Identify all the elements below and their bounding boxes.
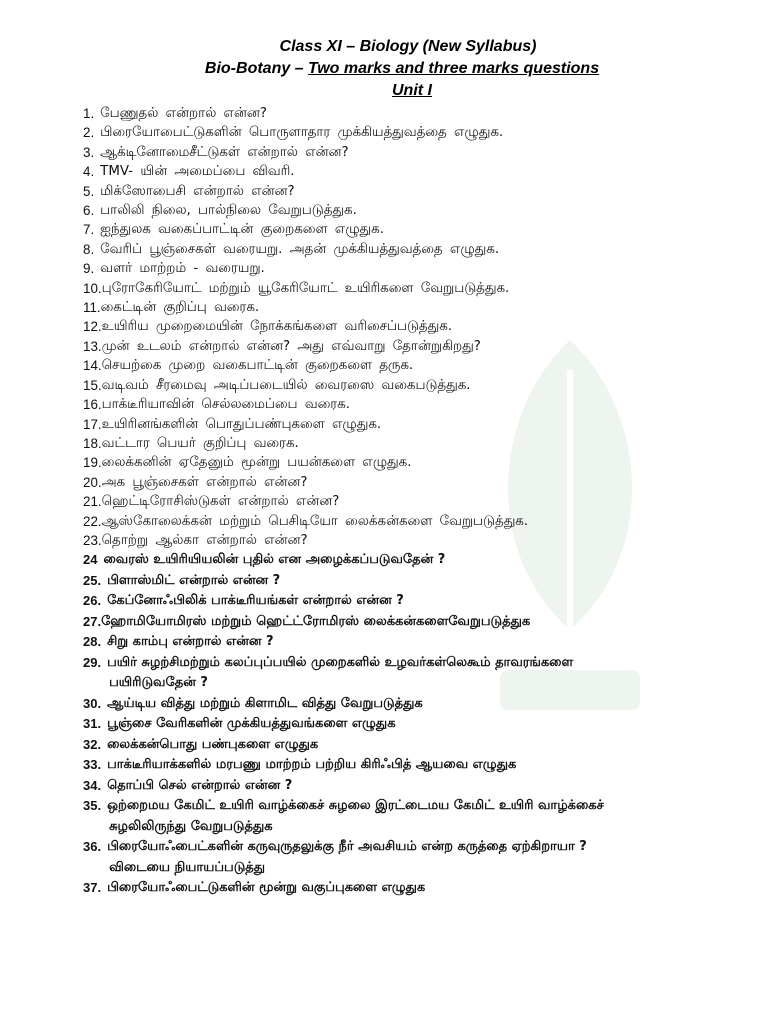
question-text: பாலிலி நிலை, பால்நிலை வேறுபடுத்துக. [100,203,357,219]
question-number: 35. [83,798,102,814]
question-number: 30. [83,695,102,711]
question-text: உயிரிய முறைமையின் நோக்கங்களை வரிசைப்படுத்துக. [101,319,453,335]
question-item [83,220,733,239]
question-item [83,317,733,336]
question-item [83,162,733,181]
question-item [83,878,733,899]
question-item [83,298,733,317]
question-text: உயிரினங்களின் பொதுப்பண்புகளை எழுதுக. [101,416,382,432]
question-item [83,796,733,837]
question-item [83,123,733,142]
question-item [83,653,733,694]
question-text: வடிவம் சீரமைவு அடிப்படையில் வைரஸை வகைபடுத்துக. [101,377,471,393]
question-text: சிறு காம்பு என்றால் என்ன ? [107,634,274,650]
question-item [83,755,733,776]
question-item [83,240,733,259]
question-item [83,259,733,278]
question-item [83,473,733,492]
question-number: 3. [83,144,95,160]
question-item [83,201,733,220]
document-header [0,36,768,102]
question-continuation: பயிரிடுவதேன் ? [109,675,208,691]
question-continuation: சுழலிலிருந்து வேறுபடுத்துக [109,818,273,834]
question-number: 4. [83,164,95,180]
question-number: 36. [83,839,102,855]
unit-title: Unit I [392,82,432,99]
question-item [83,143,733,162]
question-item [83,395,733,414]
question-number: 17. [83,416,102,432]
question-text: கைட்டின் குறிப்பு வரைக. [100,300,260,316]
question-number: 34. [83,777,102,793]
question-text: ஐந்துலக வகைப்பாட்டின் குறைகளை எழுதுக. [100,222,384,238]
question-text: வேரிப் பூஞ்சைகள் வரையறு. அதன் முக்கியத்துவத்தை எழுதுக. [100,241,500,257]
question-item [83,694,733,715]
question-number: 12. [83,319,102,335]
question-number: 11. [83,300,101,316]
question-text: வைரஸ் உயிரியியலின் புதில் என அழைக்கப்படுவதேன் ? [103,552,446,568]
question-number: 33. [83,757,102,773]
question-number: 6. [83,203,95,219]
question-number: 26. [83,593,102,609]
question-item [83,512,733,531]
question-number: 10. [83,280,102,296]
question-text: ஆக்டினோமைசீட்டுகள் என்றால் என்ன? [100,144,349,160]
question-text: கேப்னோஃபிலிக் பாக்டீரியங்கள் என்றால் என்ன ? [107,593,404,609]
question-number: 27. [83,613,102,629]
question-text: தொற்று ஆல்கா என்றால் என்ன? [101,532,308,548]
question-text: ஆய்டிய வித்து மற்றும் கிளாமிட வித்து வேறுபடுத்துக [107,695,423,711]
question-item [83,337,733,356]
question-text: பிரையோஃபைட்டுகளின் மூன்று வகுப்புகளை எழுதுக [107,880,426,896]
question-number: 2. [83,125,95,141]
question-item [83,376,733,395]
question-item [83,776,733,797]
question-line: ஒற்றைமய கேமிட் உயிரி வாழ்க்கைச் சுழலை இரட்டைமய கேமிட் உயிரி வாழ்க்கைச் [107,798,604,814]
question-text: ஹோமியோமிரஸ் மற்றும் ஹெட்ட்ரோமிரஸ் லைக்கன்களைவேறுபடுத்துக [101,613,531,629]
question-item [83,415,733,434]
question-text: பேணுதல் என்றால் என்ன? [100,106,267,121]
question-line: பயிர் சுழற்சிமற்றும் கலப்புப்பயில் முறைகளில் உழவர்கள்லெகூம் தாவரங்களை [107,654,574,670]
question-text: முன் உடலம் என்றால் என்ன? அது எவ்வாறு தோன்றுகிறது? [101,338,481,354]
question-text: பூஞ்சை வேரிகளின் முக்கியத்துவங்களை எழுதுக [107,716,396,732]
question-text: TMV- யின் அமைப்பை விவரி. [100,164,295,180]
question-number: 7. [83,222,95,238]
question-text: அக பூஞ்சைகள் என்றால் என்ன? [101,474,308,490]
question-text: பிரையோபைட்டுகளின் பொருளாதார முக்கியத்துவத்தை எழுதுக. [100,125,504,141]
question-line: பிரையோஃபைட்களின் கருவுருதலுக்கு நீர் அவசியம் என்ற கருத்தை ஏற்கிறாயா ? [107,839,587,855]
question-text: பாக்டீரியாக்களில் மரபணு மாற்றம் பற்றிய கிரிஃபித் ஆயவை எழுதுக [107,757,517,773]
question-text: புரோகேரியோட் மற்றும் யூகேரியோட் உயிரிகளை வேறுபடுத்துக. [101,280,510,296]
question-number: 14. [83,358,102,374]
question-number: 18. [83,435,102,451]
question-list [83,104,733,899]
question-item [83,492,733,511]
question-item [83,453,733,472]
question-number: 28. [83,634,102,650]
question-item [83,612,733,633]
question-number: 31. [83,716,102,732]
question-number: 25. [83,572,102,588]
question-text [107,837,733,878]
question-text: ஆஸ்கோலைக்கன் மற்றும் பெசிடியோ லைக்கன்களை வேறுபடுத்துக. [101,513,529,529]
question-number: 23. [83,532,102,548]
question-text: லைக்கன்பொது பண்புகளை எழுதுக [107,736,319,752]
question-text: வட்டார பெயர் குறிப்பு வரைக. [101,435,299,451]
question-text: மிக்ஸோபைசி என்றால் என்ன? [100,183,295,199]
question-number: 20. [83,474,102,490]
question-type-title: Two marks and three marks questions [308,60,600,77]
question-item [83,714,733,735]
question-item [83,550,733,571]
question-text: ஹெட்டிரோசிஸ்டுகள் என்றால் என்ன? [101,494,340,510]
subject-subtitle [0,58,768,80]
question-item [83,837,733,878]
question-number: 13. [83,338,102,354]
question-text: பாக்டீரியாவின் செல்லமைப்பை வரைக. [101,397,350,413]
question-item [83,571,733,592]
question-item [83,182,733,201]
question-number: 29. [83,654,102,670]
question-item [83,434,733,453]
question-text: லைக்கனின் ஏதேனும் மூன்று பயன்களை எழுதுக. [101,455,412,471]
question-number: 9. [83,261,95,277]
question-item [83,356,733,375]
question-number: 5. [83,183,95,199]
question-text: வளர் மாற்றம் - வரையறு. [100,261,265,277]
question-text: தொப்பி செல் என்றால் என்ன ? [107,777,293,793]
question-continuation: விடையை நியாயப்படுத்து [109,859,266,875]
question-number: 16. [83,397,102,413]
question-number: 24 [83,552,98,568]
question-text [107,796,733,837]
question-number: 8. [83,241,95,257]
question-item [83,735,733,756]
question-text: பிளாஸ்மிட் என்றால் என்ன ? [107,572,281,588]
class-title: Class XI – Biology (New Syllabus) [279,38,537,55]
question-text: செயற்கை முறை வகைபாட்டின் குறைகளை தருக. [101,358,414,374]
question-number: 22. [83,513,102,529]
question-item [83,531,733,550]
question-number: 19. [83,455,102,471]
question-text [107,653,733,694]
question-number: 32. [83,736,102,752]
question-number: 15. [83,377,102,393]
question-item [83,591,733,612]
question-number: 21. [83,494,102,510]
question-number: 37. [83,880,102,896]
question-item [83,632,733,653]
subject-prefix: Bio-Botany – [204,60,309,77]
question-number: 1. [83,106,95,121]
question-item [83,104,733,123]
question-item [83,279,733,298]
